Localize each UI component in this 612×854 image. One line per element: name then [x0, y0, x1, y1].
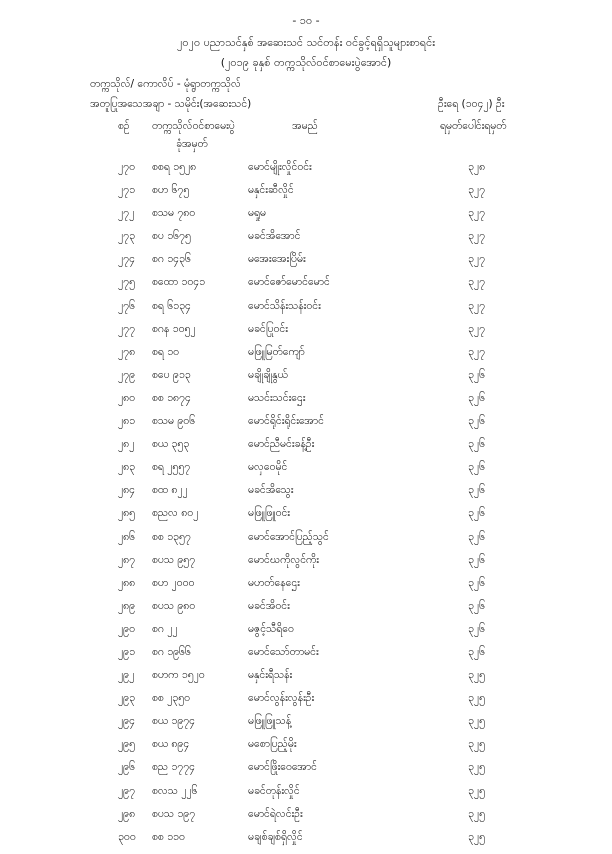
table-row — [0, 230, 612, 253]
row-score: ၃၂၅ — [468, 784, 485, 797]
table-row — [0, 669, 612, 692]
table-row — [0, 253, 612, 276]
table-row — [0, 808, 612, 831]
row-name: မနှင်းဆီလှိုင် — [248, 184, 294, 197]
row-name: မဖြူမြတ်ကျော် — [248, 345, 305, 358]
row-serial-no: ၂၉၀ — [118, 622, 135, 635]
table-row — [0, 554, 612, 577]
row-serial-no: ၂၈၃ — [118, 461, 136, 474]
row-serial-no: ၂၇၄ — [118, 253, 135, 266]
row-serial-no: ၂၉၃ — [118, 692, 135, 705]
table-row — [0, 300, 612, 323]
row-score: ၃၂၅ — [468, 738, 485, 751]
row-score: ၃၂၆ — [468, 530, 485, 543]
row-name: မောင်သိန်းသန်းဝင်း — [248, 299, 321, 312]
row-serial-no: ၂၈၆ — [118, 530, 136, 543]
row-roll-number: စယ ၁၉၇၄ — [152, 715, 196, 728]
row-roll-number: စစ ၂၃၅၀ — [152, 692, 191, 705]
row-roll-number: စည ၁၇၇၄ — [152, 761, 196, 774]
table-row — [0, 831, 612, 854]
header-total-score: ရမှတ်ပေါင်းရမှတ် — [440, 120, 507, 132]
row-score: ၃၂၆ — [468, 507, 485, 520]
row-score: ၃၂၆ — [468, 645, 485, 658]
row-name: မောင်ရိုင်းရိုင်းအောင် — [248, 415, 324, 428]
row-score: ၃၂၇ — [468, 184, 485, 197]
row-serial-no: ၃၀၀ — [118, 830, 136, 843]
row-roll-number: စယ ၈၉၄ — [152, 738, 190, 751]
table-row — [0, 415, 612, 438]
row-score: ၃၂၅ — [468, 830, 485, 843]
row-serial-no: ၂၈၀ — [118, 391, 136, 404]
table-row — [0, 738, 612, 761]
row-score: ၃၂၅ — [468, 715, 485, 728]
row-score: ၃၂၇ — [468, 276, 485, 289]
header-roll-number: တက္ကသိုလ်ဝင်စာမေးပွဲ — [152, 120, 235, 132]
row-roll-number: စဟ ၂၀၀၀ — [152, 576, 195, 589]
page-number: - ၁၀ - — [292, 14, 320, 27]
row-name: မရှုမ — [248, 207, 267, 220]
row-score: ၃၂၅ — [468, 692, 485, 705]
row-name: မောင်ဃကိုလွင်ကိုး — [248, 553, 319, 566]
row-name: မချစ်ချစ်ရှိလှိုင် — [248, 830, 303, 843]
row-name: မဖြူဖြူသန့် — [248, 715, 292, 728]
row-roll-number: စသမ ၉၀၆ — [152, 415, 196, 428]
row-name: မောင်အောင်ပြည့်သွင် — [248, 530, 329, 543]
row-name: မောင်မျိုးလှိုင်ဝင်း — [248, 161, 312, 173]
row-roll-number: စပသ ၉၅၇ — [152, 553, 196, 566]
row-score: ၃၂၆ — [468, 368, 485, 381]
row-name: မခင်ပြုဝင်း — [248, 322, 288, 335]
table-row — [0, 323, 612, 346]
row-roll-number: စပ ၁၆၇၅ — [152, 230, 191, 243]
header-serial-no: စဉ် — [118, 120, 130, 132]
row-serial-no: ၂၇၂ — [118, 207, 135, 220]
row-score: ၃၂၇ — [468, 230, 485, 243]
row-score: ၃၂၇ — [468, 207, 485, 220]
row-score: ၃၂၆ — [468, 461, 485, 474]
row-score: ၃၂၇ — [468, 322, 485, 335]
row-name: မောင်ရဲလင်းဦး — [248, 807, 303, 820]
row-score: ၃၂၇ — [468, 299, 485, 312]
university-label: တက္ကသိုလ်/ ကောလိပ် - မုံရွာတက္ကသိုလ် — [90, 78, 241, 90]
row-serial-no: ၂၉၆ — [118, 761, 135, 774]
table-row — [0, 184, 612, 207]
row-serial-no: ၂၇၈ — [118, 345, 136, 358]
row-score: ၃၂၆ — [468, 599, 485, 612]
row-roll-number: စပသ ၉၈၀ — [152, 599, 196, 612]
results-table-body — [0, 161, 612, 854]
row-score: ၃၂၆ — [468, 415, 485, 428]
row-serial-no: ၂၉၁ — [118, 645, 135, 658]
row-name: မနှင်းရီသန်း — [248, 669, 293, 682]
row-name: မချိုချိုနွယ် — [248, 368, 288, 381]
row-roll-number: စစရ ၁၅၂၈ — [152, 161, 197, 173]
table-row — [0, 715, 612, 738]
row-score: ၃၂၇ — [468, 253, 485, 266]
table-row — [0, 692, 612, 715]
header-name: အမည် — [292, 120, 318, 132]
row-roll-number: စပသ ၁၉၇ — [152, 807, 196, 820]
table-row — [0, 761, 612, 784]
row-name: မောင်ညီမင်းခန့်ဦး — [248, 438, 315, 451]
table-row — [0, 207, 612, 230]
specialization-label: အတူပြုအသေအချာ - သမိုင်း(အဆေးသင်) — [90, 98, 252, 110]
header-roll-number-line2: ခုံအမှတ် — [176, 138, 208, 150]
row-score: ၃၂၆ — [468, 622, 485, 635]
row-serial-no: ၂၇၀ — [118, 161, 135, 173]
document-title: ၂၀၂၀ ပညာသင်နှစ် အဆေးသင် သင်တန်း ဝင်ခွင့်ရရှိသူများစာရင်း — [176, 36, 436, 49]
table-row — [0, 507, 612, 530]
row-score: ၃၂၆ — [468, 553, 485, 566]
row-serial-no: ၂၈၁ — [118, 415, 136, 428]
table-row — [0, 461, 612, 484]
total-count-label: ဦးရေ (၁၀၄၂) ဦး — [438, 98, 505, 110]
row-name: မောင်ဖြိုးဝေအောင် — [248, 761, 317, 774]
table-row — [0, 346, 612, 369]
row-roll-number: စရ ၁၀ — [152, 345, 180, 358]
table-row — [0, 369, 612, 392]
row-serial-no: ၂၇၇ — [118, 322, 135, 335]
row-roll-number: စလသ ၂၂၆ — [152, 784, 198, 797]
row-name: မခင်အိဝင်း — [248, 599, 290, 612]
row-serial-no: ၂၉၈ — [118, 807, 136, 820]
row-roll-number: စဂ ၁၄၃၆ — [152, 253, 191, 266]
document-subtitle: (၂၀၁၉ ခုနှစ် တက္ကသိုလ်ဝင်စာမေးပွဲအောင်) — [220, 56, 392, 69]
row-roll-number: စဟက ၁၅၂၀ — [152, 669, 205, 682]
table-row — [0, 392, 612, 415]
row-roll-number: စထ ၈၂၂ — [152, 484, 188, 497]
row-serial-no: ၂၉၅ — [118, 738, 135, 751]
row-serial-no: ၂၉၂ — [118, 669, 135, 682]
table-row — [0, 600, 612, 623]
row-score: ၃၂၆ — [468, 484, 485, 497]
row-score: ၃၂၆ — [468, 576, 485, 589]
table-row — [0, 161, 612, 184]
row-score: ၃၂၅ — [468, 761, 485, 774]
row-serial-no: ၂၉၇ — [118, 784, 135, 797]
row-name: မခင်တုန်းလှိုင် — [248, 784, 300, 797]
row-name: မလှဝေမိုင် — [248, 461, 288, 474]
row-score: ၃၂၅ — [468, 807, 485, 820]
row-roll-number: စစ ၁၈၇၄ — [152, 391, 191, 404]
row-name: မခင်အိအောင် — [248, 230, 301, 243]
row-name: မစောပြည့်မိုး — [248, 738, 297, 751]
row-roll-number: စပေ ၉၁၃ — [152, 368, 191, 381]
table-row — [0, 577, 612, 600]
table-row — [0, 785, 612, 808]
row-serial-no: ၂၈၈ — [118, 576, 136, 589]
row-roll-number: စယ ၃၅၃ — [152, 438, 190, 451]
row-name: မဖြူဖြူဝင်း — [248, 507, 290, 520]
row-serial-no: ၂၇၁ — [118, 184, 135, 197]
row-name: မဇွင့်သီရိဝေ — [248, 622, 294, 635]
row-roll-number: စဂန ၁၀၅၂ — [152, 322, 196, 335]
row-roll-number: စညလ ၈၀၂ — [152, 507, 199, 520]
row-score: ၃၂၆ — [468, 438, 485, 451]
row-name: မောင်ဇော်မောင်မောင် — [248, 276, 330, 289]
row-name: မောင်လွန်းလွန်းဦး — [248, 692, 315, 705]
row-roll-number: စထော ၁၀၄၁ — [152, 276, 206, 289]
row-serial-no: ၂၇၃ — [118, 230, 135, 243]
row-serial-no: ၂၉၄ — [118, 715, 135, 728]
row-name: မသင်းသင်းဌေး — [248, 391, 306, 404]
row-serial-no: ၂၇၅ — [118, 276, 135, 289]
row-name: မအေးအေးပြိမ်း — [248, 253, 306, 266]
row-roll-number: စစ ၁၁၀ — [152, 830, 185, 843]
row-serial-no: ၂၈၅ — [118, 507, 136, 520]
table-row — [0, 531, 612, 554]
row-roll-number: စဟ ၆၇၅ — [152, 184, 190, 197]
row-roll-number: စရ ၂၅၅၇ — [152, 461, 191, 474]
row-score: ၃၂၇ — [468, 345, 485, 358]
row-roll-number: စရ ၆၁၃၄ — [152, 299, 191, 312]
table-row — [0, 646, 612, 669]
row-roll-number: စဂ ၁၉၆၆ — [152, 645, 191, 658]
row-roll-number: စသမ ၇၈၀ — [152, 207, 196, 220]
row-serial-no: ၂၈၉ — [118, 599, 136, 612]
row-serial-no: ၂၈၇ — [118, 553, 136, 566]
table-row — [0, 438, 612, 461]
row-name: မခင်အိသွေး — [248, 484, 294, 497]
table-row — [0, 276, 612, 299]
row-score: ၃၂၆ — [468, 391, 485, 404]
row-score: ၃၂၈ — [468, 161, 486, 173]
row-name: မောင်သော်တာမင်း — [248, 645, 319, 658]
row-score: ၃၂၅ — [468, 669, 485, 682]
row-serial-no: ၂၇၆ — [118, 299, 135, 312]
row-serial-no: ၂၇၉ — [118, 368, 135, 381]
table-row — [0, 484, 612, 507]
row-serial-no: ၂၈၂ — [118, 438, 135, 451]
row-roll-number: စစ ၁၃၅၇ — [152, 530, 191, 543]
row-name: မဟတ်နေဌေး — [248, 576, 300, 589]
row-roll-number: စဂ ၂၂ — [152, 622, 178, 635]
table-row — [0, 623, 612, 646]
row-serial-no: ၂၈၄ — [118, 484, 136, 497]
